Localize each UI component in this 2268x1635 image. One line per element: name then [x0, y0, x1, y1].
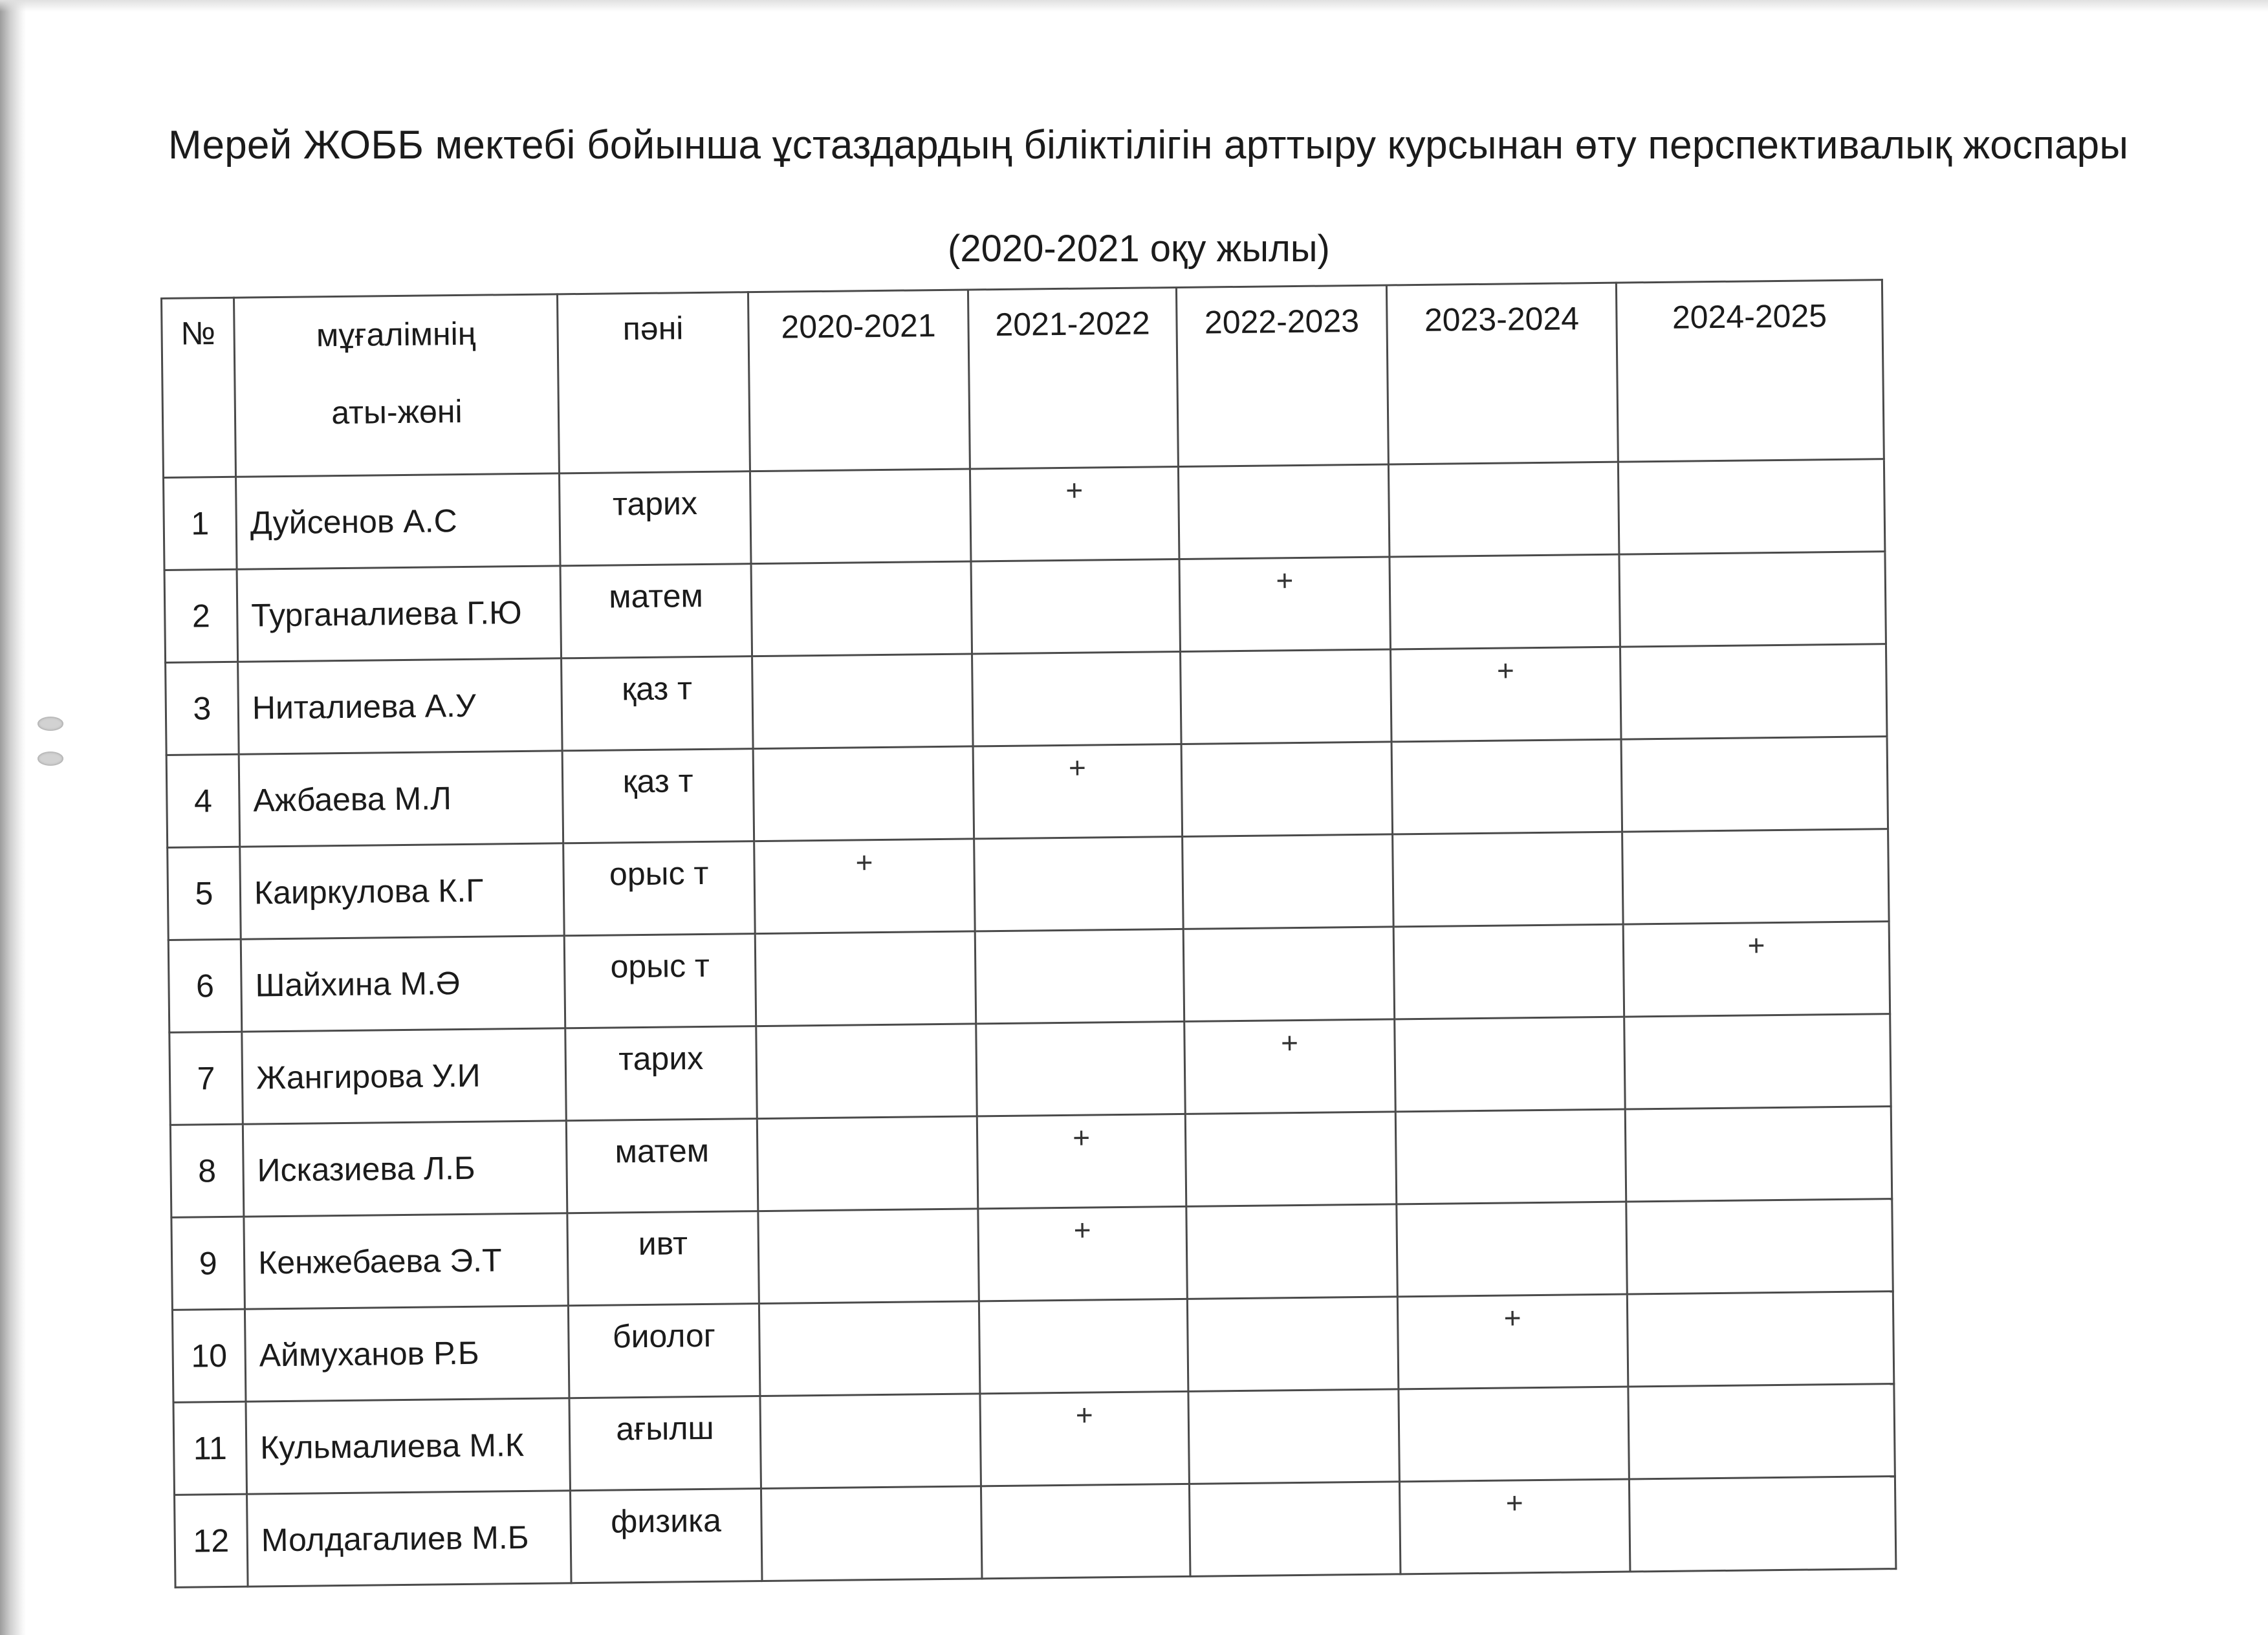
year-mark-cell: + — [980, 1391, 1190, 1486]
header-name-line-2: аты-жөні — [331, 393, 463, 431]
teacher-name: Ажбаева М.Л — [239, 751, 563, 847]
year-mark-cell — [1183, 834, 1394, 929]
year-mark-cell — [1395, 1017, 1626, 1112]
table-row — [168, 922, 1890, 1033]
row-number: 11 — [173, 1402, 247, 1495]
subject-cell: қаз т — [562, 749, 754, 843]
year-mark-cell — [760, 1394, 981, 1489]
row-number: 9 — [171, 1217, 245, 1310]
year-mark-cell — [1181, 649, 1392, 744]
year-mark-cell — [1626, 1199, 1893, 1294]
year-mark-cell — [761, 1486, 982, 1581]
year-mark-cell — [1186, 1204, 1398, 1299]
year-mark-cell — [755, 931, 976, 1026]
year-mark-cell — [1187, 1297, 1399, 1392]
row-number: 5 — [168, 847, 241, 940]
teacher-name: Дуйсенов А.С — [236, 473, 561, 569]
row-number: 8 — [170, 1124, 244, 1217]
year-mark-cell: + — [1179, 557, 1391, 652]
table-row — [169, 1014, 1891, 1125]
header-subject: пәні — [557, 292, 750, 473]
document-title: Мерей ЖОББ мектебі бойынша ұстаздардың біліктілігін арттыру курсынан өту перспективалық жоспары — [168, 123, 2129, 168]
year-mark-cell — [1627, 1292, 1894, 1387]
subject-cell: орыс т — [563, 841, 756, 936]
table-row — [171, 1199, 1893, 1310]
training-plan-table — [160, 279, 1897, 1588]
subject-cell: биолог — [568, 1304, 760, 1398]
teacher-name: Исказиева Л.Б — [243, 1121, 567, 1217]
year-mark-cell — [1629, 1477, 1896, 1572]
subject-cell: ағылш — [569, 1396, 761, 1491]
year-mark-cell — [971, 559, 1181, 653]
teacher-name: Каиркулова К.Г — [240, 843, 565, 939]
teacher-name: Турганалиева Г.Ю — [237, 566, 562, 662]
row-number: 6 — [168, 939, 242, 1032]
row-number: 12 — [175, 1494, 248, 1587]
year-mark-cell — [1395, 1109, 1626, 1204]
year-mark-cell — [976, 1021, 1186, 1116]
row-number: 1 — [164, 477, 237, 570]
year-mark-cell: + — [973, 744, 1183, 838]
year-mark-cell: + — [1399, 1479, 1630, 1574]
header-year-5: 2024-2025 — [1616, 280, 1884, 462]
year-mark-cell: + — [1623, 922, 1890, 1017]
table-row — [172, 1292, 1893, 1403]
subject-cell: тарих — [559, 471, 751, 566]
year-mark-cell — [1188, 1389, 1400, 1484]
year-mark-cell: + — [978, 1206, 1188, 1301]
row-number: 4 — [166, 754, 240, 847]
teacher-name: Кенжебаева Э.Т — [244, 1213, 569, 1309]
year-mark-cell — [981, 1484, 1190, 1578]
year-mark-cell — [750, 469, 971, 564]
year-mark-cell — [1628, 1384, 1895, 1479]
year-mark-cell — [1181, 742, 1393, 837]
training-plan-table-wrapper — [160, 279, 1893, 1559]
table-row — [164, 459, 1885, 570]
table-row — [166, 737, 1888, 848]
year-mark-cell — [1618, 459, 1885, 554]
year-mark-cell: + — [977, 1114, 1186, 1208]
teacher-name: Кульмалиева М.К — [246, 1398, 571, 1494]
year-mark-cell — [1619, 552, 1886, 647]
header-teacher-name — [234, 294, 560, 477]
binder-hole — [38, 717, 63, 731]
teacher-name: Жангирова У.И — [242, 1028, 567, 1124]
year-mark-cell — [1388, 462, 1619, 557]
table-row — [164, 552, 1886, 663]
year-mark-cell — [1397, 1202, 1628, 1297]
row-number: 2 — [164, 569, 238, 662]
teacher-name: Ниталиева А.У — [238, 658, 563, 754]
year-mark-cell — [1390, 554, 1620, 649]
year-mark-cell — [756, 1024, 977, 1119]
year-mark-cell — [972, 651, 1182, 746]
year-mark-cell — [1393, 924, 1624, 1019]
header-year-2: 2021-2022 — [968, 288, 1178, 469]
table-body — [164, 459, 1896, 1588]
subject-cell: ивт — [567, 1211, 759, 1306]
table-header-row — [162, 280, 1884, 478]
year-mark-cell — [758, 1209, 979, 1304]
header-year-4: 2023-2024 — [1386, 283, 1618, 464]
year-mark-cell — [1399, 1387, 1630, 1482]
row-number: 7 — [169, 1032, 243, 1125]
teacher-name: Молдагалиев М.Б — [247, 1491, 572, 1586]
year-mark-cell — [759, 1301, 980, 1396]
scan-edge-shadow — [0, 0, 26, 1635]
header-name-line-1: мұғалімнің — [316, 315, 476, 354]
subject-cell: қаз т — [562, 656, 754, 751]
year-mark-cell — [1393, 832, 1624, 927]
binder-hole — [38, 752, 63, 766]
subject-cell: физика — [570, 1489, 762, 1583]
row-number: 3 — [166, 662, 239, 755]
year-mark-cell — [753, 746, 974, 841]
document-subtitle: (2020-2021 оқу жылы) — [948, 228, 1330, 270]
year-mark-cell — [1625, 1107, 1892, 1202]
year-mark-cell — [1620, 644, 1887, 739]
year-mark-cell: + — [1390, 647, 1621, 742]
year-mark-cell — [1185, 1112, 1397, 1207]
year-mark-cell — [1624, 1014, 1892, 1109]
year-mark-cell: + — [754, 839, 976, 934]
year-mark-cell — [757, 1116, 978, 1211]
header-number: № — [162, 298, 236, 477]
year-mark-cell — [1622, 829, 1890, 924]
table-row — [166, 644, 1887, 755]
year-mark-cell — [1183, 927, 1395, 1022]
year-mark-cell — [974, 836, 1184, 931]
year-mark-cell — [1391, 739, 1622, 834]
year-mark-cell — [752, 654, 974, 749]
subject-cell: тарих — [565, 1026, 758, 1121]
table-row — [175, 1477, 1896, 1588]
header-year-1: 2020-2021 — [748, 290, 970, 471]
year-mark-cell — [751, 561, 972, 656]
year-mark-cell: + — [1397, 1294, 1628, 1389]
year-mark-cell — [979, 1299, 1188, 1393]
year-mark-cell — [975, 929, 1184, 1023]
header-year-3: 2022-2023 — [1176, 285, 1388, 467]
teacher-name: Шайхина М.Ә — [241, 936, 565, 1032]
year-mark-cell — [1189, 1482, 1401, 1577]
scan-top-shadow — [0, 0, 2268, 12]
table-row — [168, 829, 1889, 940]
subject-cell: орыс т — [564, 934, 756, 1028]
year-mark-cell — [1178, 464, 1390, 559]
row-number: 10 — [172, 1309, 246, 1402]
year-mark-cell: + — [1184, 1019, 1396, 1114]
subject-cell: матем — [560, 564, 752, 658]
table-row — [173, 1384, 1895, 1495]
teacher-name: Аймуханов Р.Б — [245, 1306, 569, 1402]
year-mark-cell: + — [970, 466, 1179, 561]
table-row — [170, 1107, 1892, 1218]
subject-cell: матем — [566, 1119, 758, 1213]
year-mark-cell — [1621, 737, 1888, 832]
